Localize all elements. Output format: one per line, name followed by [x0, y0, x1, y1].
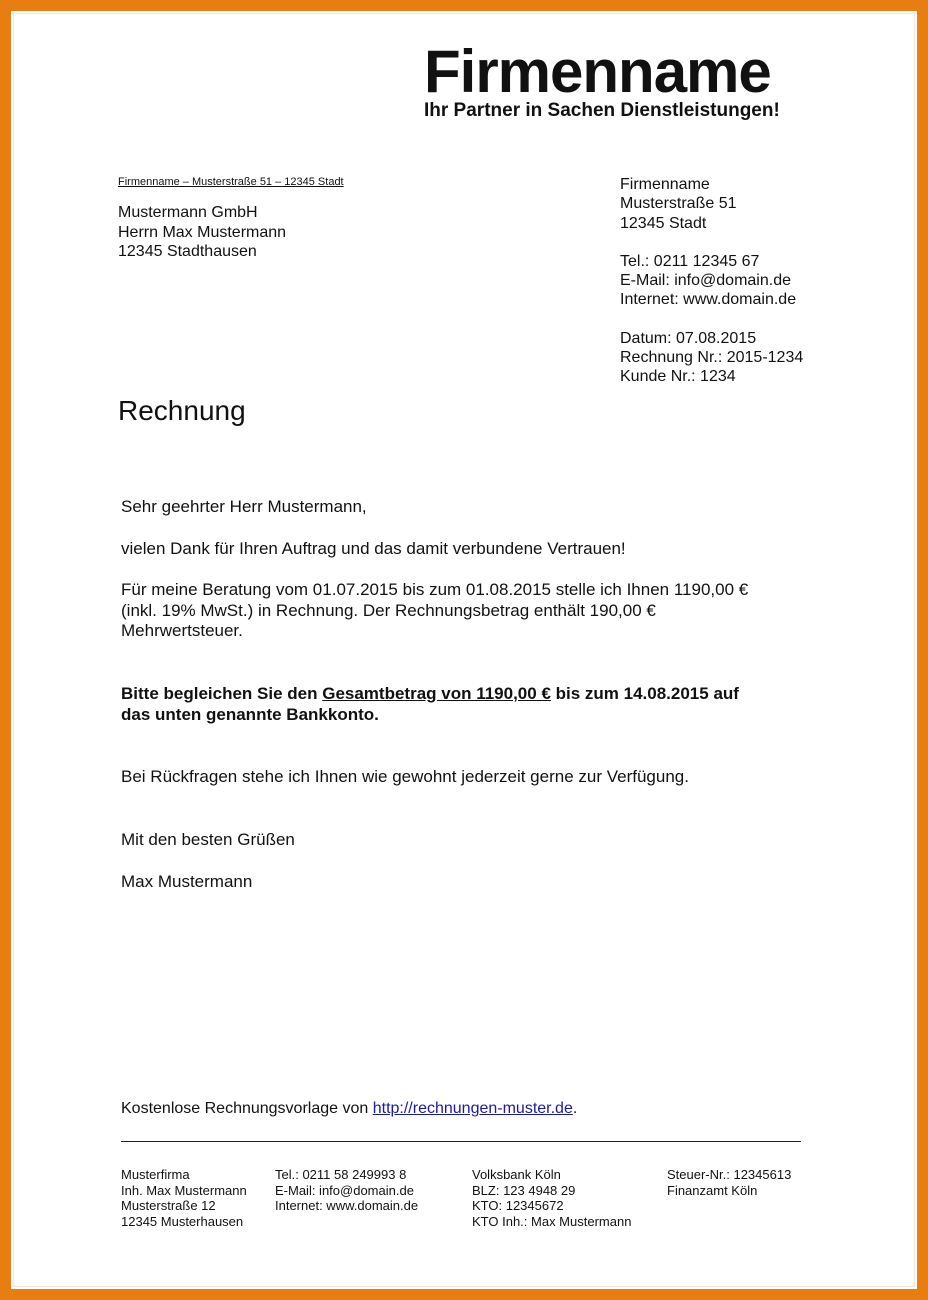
footer-line: 12345 Musterhausen [121, 1214, 244, 1230]
recipient-company: Mustermann GmbH [118, 204, 258, 221]
footer-line: E-Mail: info@domain.de [275, 1182, 414, 1198]
payment-request [121, 684, 739, 725]
footer-line: Steuer-Nr.: 12345613 [667, 1167, 792, 1182]
footer-tax [667, 1167, 791, 1198]
payment-amount: Gesamtbetrag von 1190,00 € [322, 684, 551, 703]
info-customer-number: Kunde Nr.: 1234 [620, 368, 736, 386]
footer-line: Musterstraße 12 [121, 1198, 216, 1214]
footer-line: BLZ: 123 4948 29 [472, 1182, 576, 1198]
template-note-text: Kostenlose Rechnungsvorlage von [121, 1100, 373, 1117]
template-note [121, 1099, 577, 1119]
footer-line: KTO: 12345672 [472, 1198, 564, 1214]
payment-deadline: bis zum 14.08.2015 auf [550, 684, 739, 703]
letter-thanks: vielen Dank für Ihren Auftrag und das damit verbundene Vertrauen! [121, 539, 626, 558]
info-date: Datum: 07.08.2015 [620, 329, 757, 347]
footer-line: Tel.: 0211 58 249993 8 [275, 1167, 407, 1182]
footer-line: Volksbank Köln [472, 1167, 561, 1182]
sender-info-block [620, 175, 803, 387]
document-title: Rechnung [118, 395, 246, 426]
footer-line: Finanzamt Köln [667, 1182, 758, 1198]
letter-details [121, 580, 748, 642]
footer-bank [472, 1167, 631, 1230]
recipient-person: Herrn Max Mustermann [118, 223, 287, 241]
details-line: (inkl. 19% MwSt.) in Rechnung. Der Rechnungsbetrag enthält 190,00 € [121, 600, 656, 620]
info-city: 12345 Stadt [620, 214, 707, 232]
letter-questions: Bei Rückfragen stehe ich Ihnen wie gewohnt jederzeit gerne zur Verfügung. [121, 767, 689, 786]
letter-signature: Max Mustermann [121, 872, 253, 891]
sender-return-address: Firmenname – Musterstraße 51 – 12345 Stadt [118, 176, 344, 188]
info-phone: Tel.: 0211 12345 67 [620, 252, 760, 270]
template-link[interactable]: http://rechnungen-muster.de [372, 1100, 573, 1117]
footer-line: Inh. Max Mustermann [121, 1182, 247, 1198]
details-line: Für meine Beratung vom 01.07.2015 bis zum 01.08.2015 stelle ich Ihnen 1190,00 € [121, 580, 749, 599]
details-line: Mehrwertsteuer. [121, 621, 243, 640]
template-note-suffix: . [572, 1100, 578, 1117]
recipient-city: 12345 Stadthausen [118, 243, 257, 260]
footer-company [121, 1167, 247, 1230]
footer-line: Internet: www.domain.de [275, 1198, 419, 1214]
info-invoice-number: Rechnung Nr.: 2015-1234 [620, 349, 804, 367]
info-email: E-Mail: info@domain.de [620, 272, 791, 290]
info-internet: Internet: www.domain.de [620, 291, 797, 309]
company-logo-title: Firmenname [424, 38, 771, 105]
footer-line: Musterfirma [121, 1167, 190, 1182]
info-company: Firmenname [620, 176, 710, 193]
letter-closing: Mit den besten Grüßen [121, 830, 295, 849]
company-tagline: Ihr Partner in Sachen Dienstleistungen! [424, 100, 780, 121]
payment-line-2: das unten genannte Bankkonto. [121, 704, 379, 724]
recipient-address [118, 203, 286, 262]
payment-text: Bitte begleichen Sie den [121, 684, 323, 703]
footer-divider [121, 1141, 801, 1142]
footer-contact [275, 1167, 418, 1214]
letter-greeting: Sehr geehrter Herr Mustermann, [121, 497, 367, 516]
footer-line: KTO Inh.: Max Mustermann [472, 1214, 632, 1230]
info-street: Musterstraße 51 [620, 195, 737, 213]
